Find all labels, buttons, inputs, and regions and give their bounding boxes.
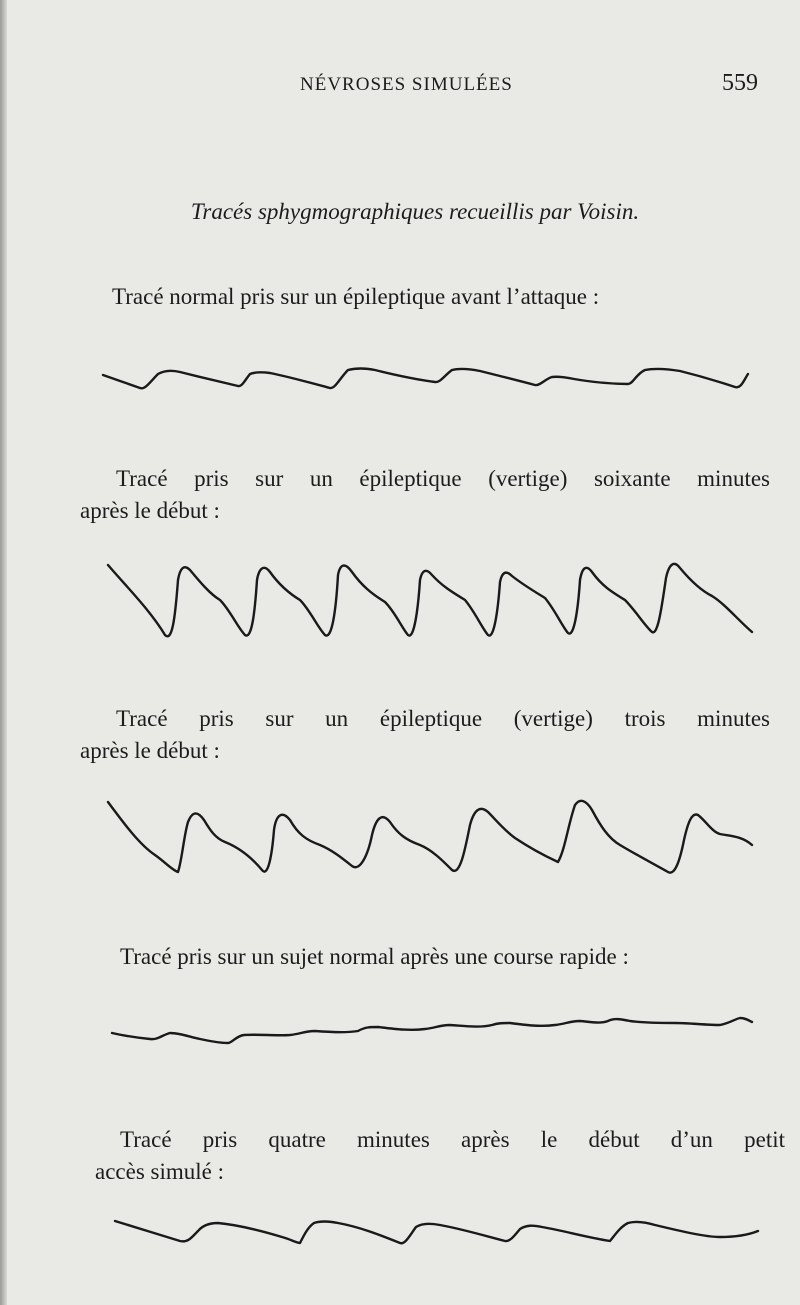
trace-1-description [112,281,599,313]
trace-3-description-line2: après le début : [80,738,220,763]
trace-5-description-line1: Tracé pris quatre minutes après le début d’un petit [120,1127,785,1152]
sphygmograph-trace-2 [0,550,800,650]
trace-5-description [95,1124,785,1188]
trace-2-waveform [108,564,752,636]
trace-2-description-line2: après le début : [80,498,220,523]
trace-5-description-line2: accès simulé : [95,1159,225,1184]
trace-2-description-line1: Tracé pris sur un épileptique (vertige) soixante minutes [116,466,770,491]
trace-3-waveform [108,801,752,873]
trace-2-description [80,463,770,527]
sphygmograph-trace-4 [0,1005,800,1050]
figure-caption: Tracés sphygmographiques recueillis par Voisin. [190,199,640,224]
sphygmograph-trace-5 [0,1205,800,1255]
page-number: 559 [722,70,758,96]
trace-1-waveform [103,369,748,389]
trace-4-waveform [112,1018,752,1043]
trace-4-description-line: Tracé pris sur un sujet normal après une course rapide : [120,944,629,969]
trace-3-description-line1: Tracé pris sur un épileptique (vertige) trois minutes [116,706,770,731]
sphygmograph-trace-1 [0,350,800,410]
page-edge-shadow [0,0,7,1305]
trace-1-description-line: Tracé normal pris sur un épileptique avant l’attaque : [112,284,600,309]
trace-3-description [80,703,770,767]
trace-4-description [120,941,629,973]
trace-5-waveform [115,1221,758,1243]
running-title: NÉVROSES SIMULÉES [300,74,513,95]
sphygmograph-trace-3 [0,790,800,890]
